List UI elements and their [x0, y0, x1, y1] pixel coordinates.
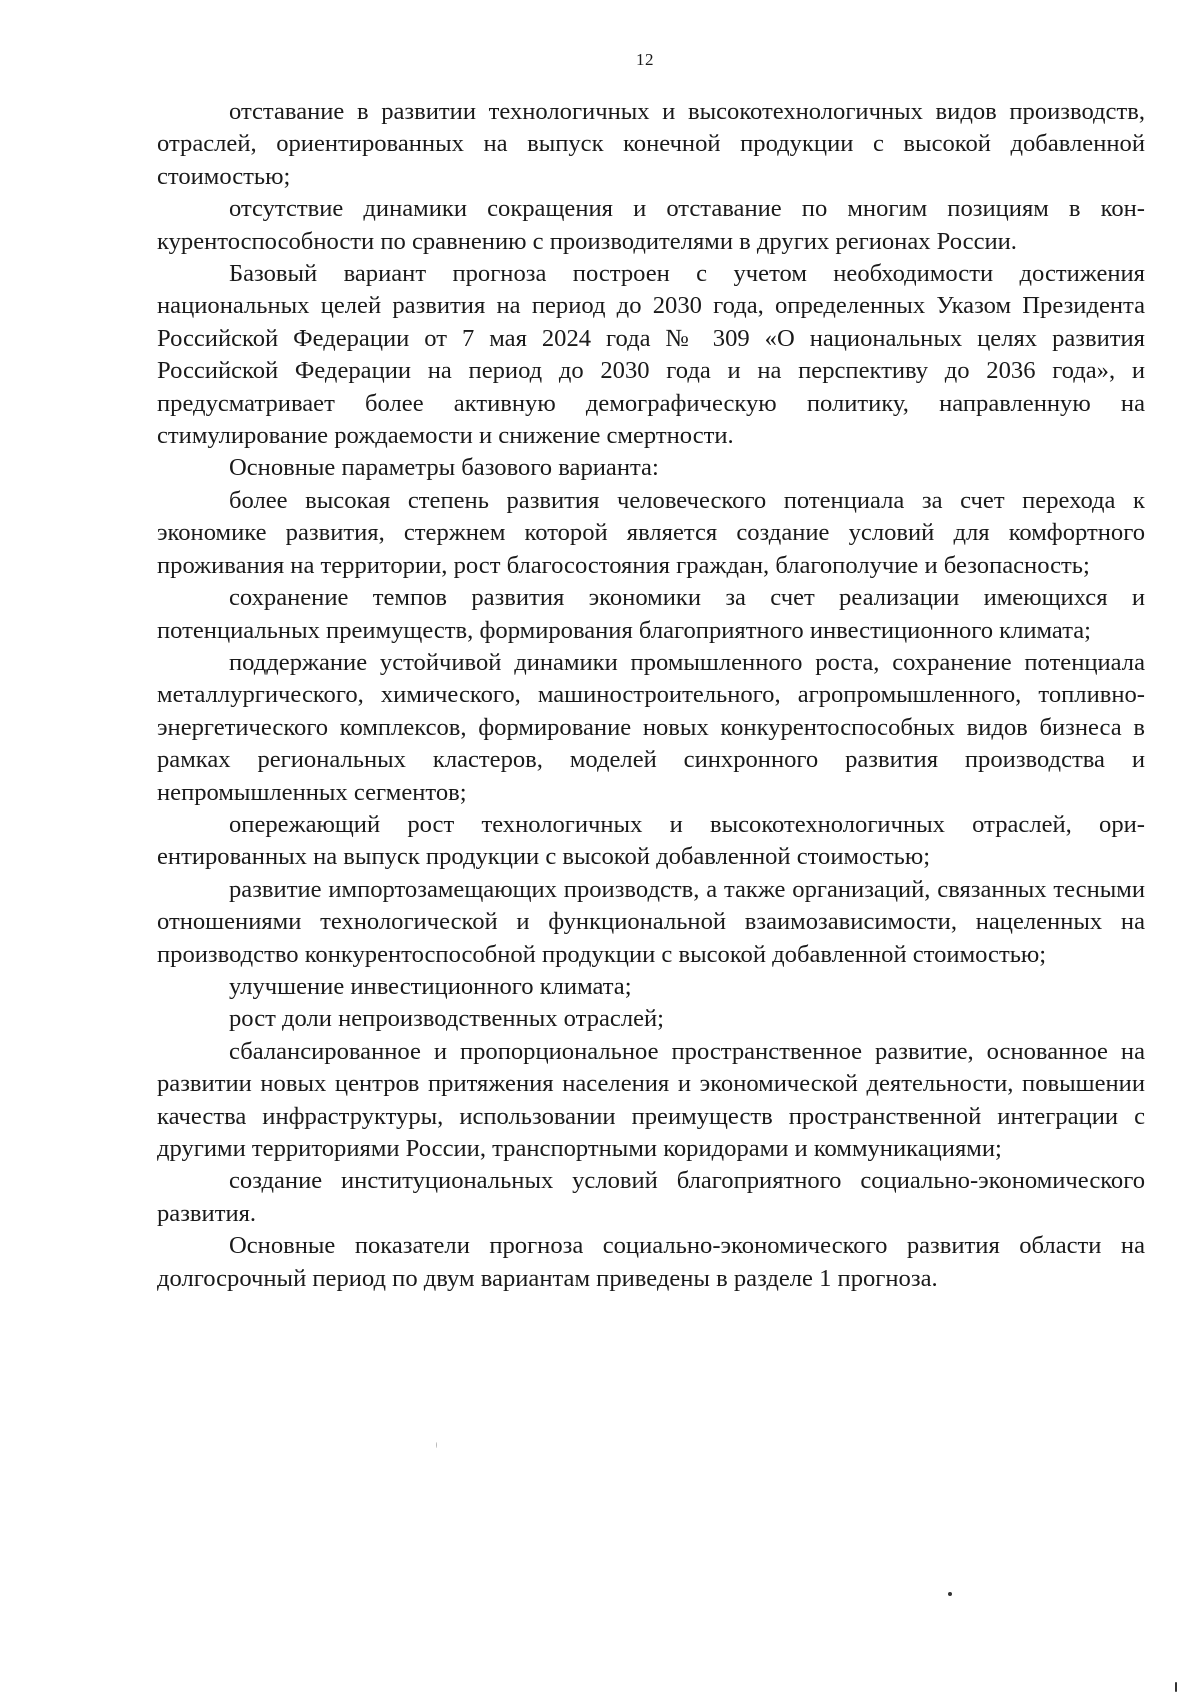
paragraph-human-potential: более высокая степень развития человеческого потенциала за счет перехода к экономике развития, стержнем которой является создание условий для комфортного проживания на территории, рост благосостояния граждан, благополучие и безопасность; [157, 486, 1145, 579]
scan-speck [948, 1592, 952, 1596]
paragraph-base-scenario: Базовый вариант прогноза построен с учетом необходимости достижения национальных целей развития на период до 2030 года, определенных Указом Президента Российской Федерации от 7 мая 2024 года № 309 «О национальных целях развития Российской Федерации на период до 2030 года и на перспективу до 2036 года», и предусматривает более активную демографическую политику, направленную на стимулирование рождаемости и снижение смертности. [157, 260, 1145, 450]
paragraph-non-production: рост доли непроизводственных отраслей; [229, 1005, 665, 1033]
scan-speck [1175, 1682, 1177, 1692]
page-number: 12 [636, 50, 654, 69]
paragraph-base-parameters-heading: Основные параметры базового варианта: [229, 454, 659, 482]
paragraph-lag-high-tech: отставание в развитии технологичных и высокотехнологичных видов производств, отраслей, ориентированных на выпуск конечной продукции с высокой добавленной стоимостью; [157, 98, 1145, 190]
paragraph-indicators-reference: Основные показатели прогноза социально-экономического развития области на долгосрочный период по двум вариантам приведены в разделе 1 прогноза. [157, 1232, 1145, 1292]
paragraph-industrial-growth: поддержание устойчивой динамики промышленного роста, сохранение потенциала металлургического, химического, машиностроительного, агропромышленного, топливно-энергетического комплексов, формирование новых конкурентоспособных видов бизнеса в рамках региональных кластеров, моделей синхронного развития производства и непромышленных сегментов; [157, 648, 1145, 806]
paragraph-competitiveness: отсутствие динамики сокращения и отставание по многим позициям в конкурентоспособности по сравнению с производителями в других регионах России. [157, 195, 1145, 255]
paragraph-economic-growth: сохранение темпов развития экономики за счет реализации имеющихся и потенциальных преимуществ, формирования благоприятного инвестиционного климата; [157, 584, 1145, 644]
document-body [157, 96, 1145, 1295]
scan-speck [436, 1442, 437, 1448]
paragraph-import-substitution: развитие импортозамещающих производств, а также организаций, связанных тесными отношениями технологической и функциональной взаимозависимости, нацеленных на производство конкурентоспособной продукции с высокой добавленной стоимостью; [157, 875, 1145, 968]
paragraph-spatial-development: сбалансированное и пропорциональное пространственное развитие, основанное на развитии новых центров притяжения населения и экономической деятельности, повышении качества инфраструктуры, использовании преимуществ пространственной интеграции с другими территориями России, транспортными коридорами и коммуникациями; [157, 1037, 1145, 1162]
paragraph-investment-climate: улучшение инвестиционного климата; [229, 972, 632, 1000]
paragraph-institutional-conditions: создание институциональных условий благоприятного социально-экономического развития. [157, 1167, 1145, 1227]
paragraph-high-tech-growth: опережающий рост технологичных и высокотехнологичных отраслей, ориентированных на выпуск продукции с высокой добавленной стоимостью; [157, 810, 1145, 871]
